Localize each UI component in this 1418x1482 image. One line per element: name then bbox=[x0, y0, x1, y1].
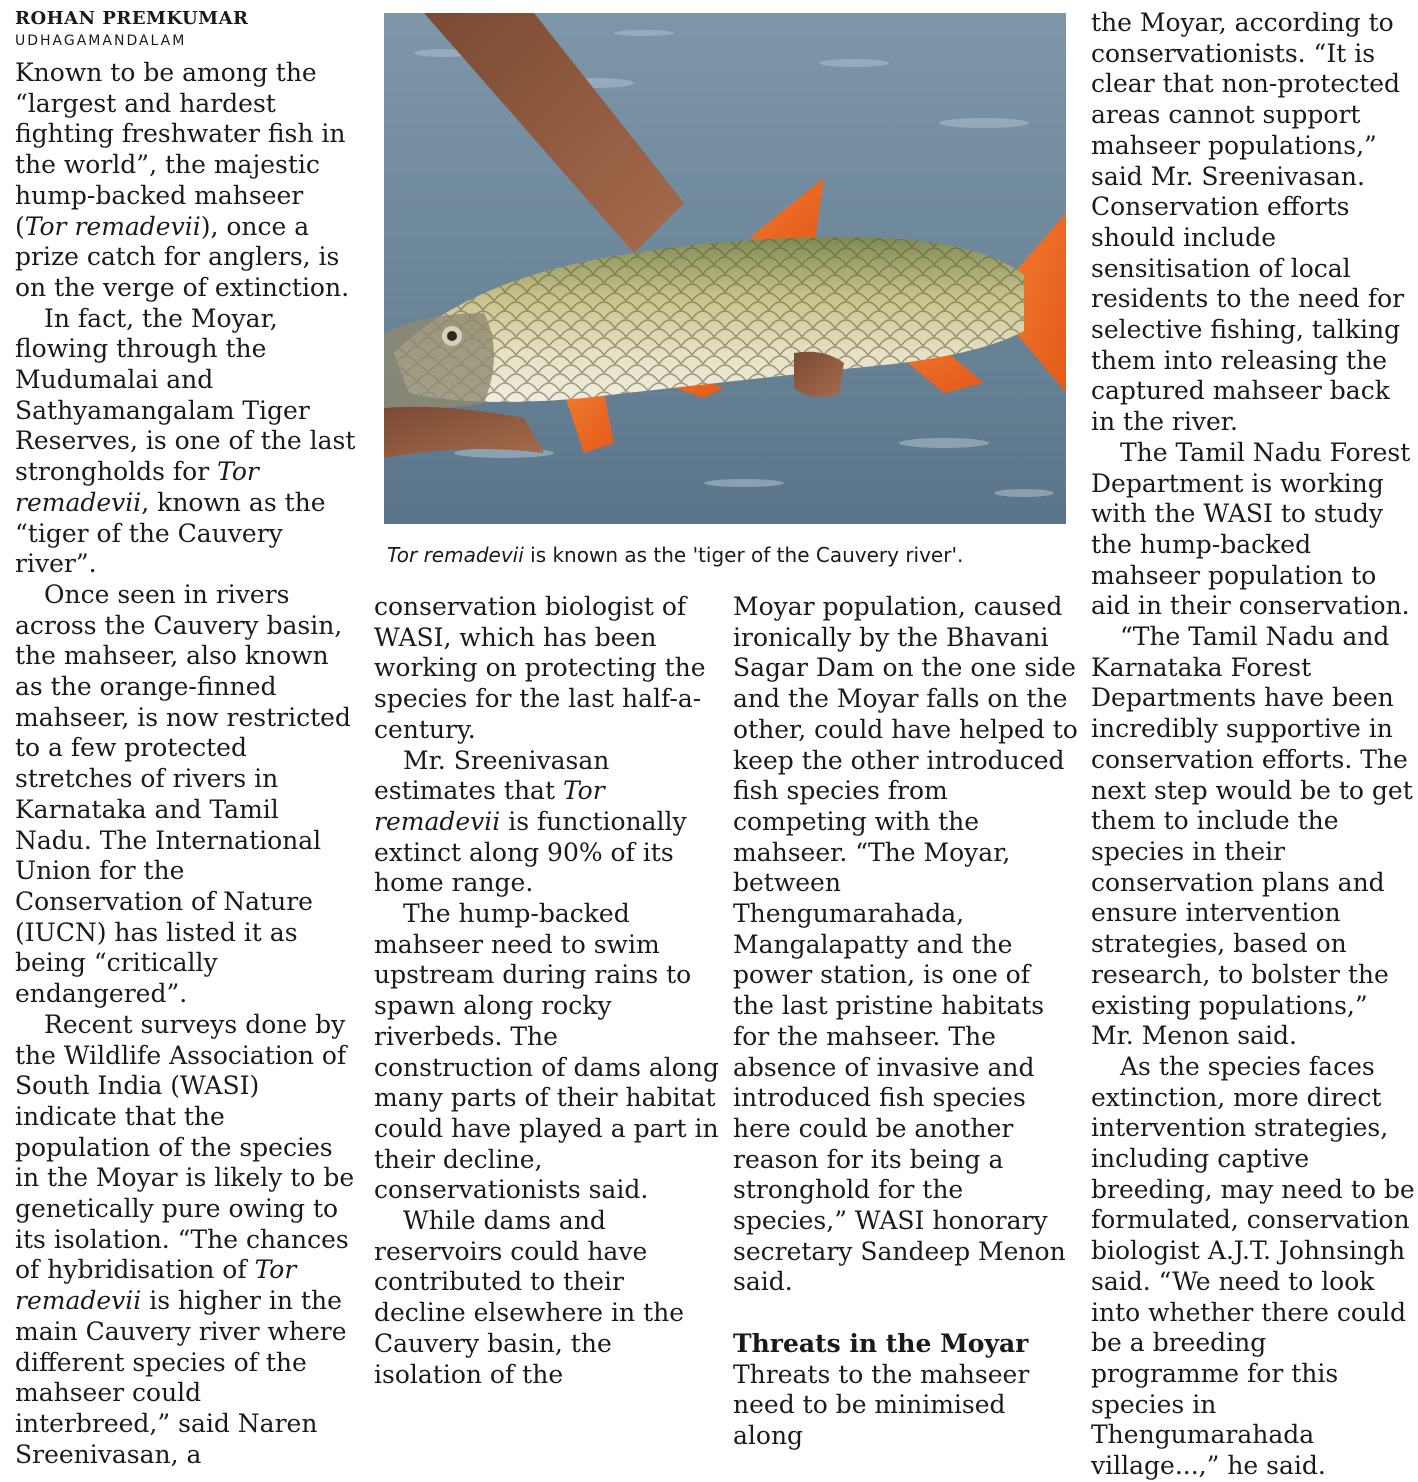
text-run: Threats to the mahseer need to be minimised along bbox=[733, 1359, 1030, 1450]
text-run: Recent surveys done by the Wildlife Association of South India (WASI) indicate that the population of the species in the Moyar is likely to be genetically pure owing to its isolation. “The chances of hybridisation of bbox=[15, 1009, 355, 1285]
subhead: Threats in the Moyar bbox=[733, 1328, 1029, 1358]
paragraph bbox=[733, 592, 1078, 1298]
caption-species: Tor remadevii bbox=[387, 543, 524, 567]
text-run: “The Tamil Nadu and Karnataka Forest Departments have been incredibly supportive in conservation efforts. The next step would be to get them to include the species in their conservation plans and ensure intervention strategies, based on research, to bolster the existing populations,” Mr. Menon said. bbox=[1091, 622, 1413, 1051]
text-run: conservation biologist of WASI, which has been working on protecting the species for the last half-a-century. bbox=[374, 592, 706, 744]
text-run: is higher in the main Cauvery river where different species of the mahseer could interbreed,” said Naren Sreenivasan, a bbox=[15, 1286, 347, 1469]
column-1-body bbox=[15, 58, 360, 1470]
paragraph bbox=[374, 592, 719, 746]
byline: ROHAN PREMKUMAR bbox=[15, 8, 249, 29]
column-2-body bbox=[374, 592, 719, 1390]
caption-text: is known as the 'tiger of the Cauvery river'. bbox=[523, 543, 964, 567]
text-run: Mr. Sreenivasan estimates that bbox=[374, 745, 610, 806]
text-run: Once seen in rivers across the Cauvery basin, the mahseer, also known as the orange-finned mahseer, is now restricted to a few protected stretches of rivers in Karnataka and Tamil Nadu. The International Union for the Conservation of Nature (IUCN) has listed it as being “critically endangered”. bbox=[15, 579, 351, 1009]
paragraph bbox=[15, 58, 360, 304]
text-run: The hump-backed mahseer need to swim upstream during rains to spawn along rocky riverbeds. The construction of dams along many parts of their habitat could have played a part in their decline, conservationists said. bbox=[374, 899, 719, 1205]
species-name: Tor remadevii bbox=[15, 1255, 297, 1316]
paragraph bbox=[15, 580, 360, 1010]
column-2 bbox=[374, 592, 719, 1390]
text-run: , known as the “tiger of the Cauvery river”. bbox=[15, 487, 326, 579]
column-3-body-after-subhead bbox=[733, 1360, 1078, 1452]
text-run: Moyar population, caused ironically by the Bhavani Sagar Dam on the one side and the Moyar falls on the other, could have helped to keep the other introduced fish species from competing with the mahseer. “The Moyar, between Thengumarahada, Mangalapatty and the power station, is one of the last pristine habitats for the mahseer. The absence of invasive and introduced fish species here could be another reason for its being a stronghold for the species,” WASI honorary secretary Sandeep Menon said. bbox=[733, 592, 1078, 1297]
paragraph bbox=[15, 1010, 360, 1471]
column-4-body bbox=[1091, 8, 1418, 1482]
paragraph bbox=[1091, 1052, 1418, 1482]
species-name: Tor remadevii bbox=[15, 457, 259, 517]
photo-caption bbox=[387, 541, 1067, 569]
dateline: UDHAGAMANDALAM bbox=[15, 33, 187, 49]
text-run: The Tamil Nadu Forest Department is working with the WASI to study the hump-backed mahseer population to aid in their conservation. bbox=[1091, 437, 1411, 621]
paragraph bbox=[374, 1206, 719, 1390]
text-run: ), once a prize catch for anglers, is on the verge of extinction. bbox=[15, 211, 350, 302]
species-name: Tor remadevii bbox=[24, 211, 201, 241]
paragraph bbox=[1091, 438, 1418, 622]
paragraph bbox=[1091, 8, 1418, 438]
species-name: Tor remadevii bbox=[374, 776, 605, 836]
text-run: In fact, the Moyar, flowing through the Mudumalai and Sathyamangalam Tiger Reserves, is one of the last strongholds for bbox=[15, 303, 356, 487]
column-1 bbox=[15, 8, 360, 1470]
column-4 bbox=[1091, 8, 1418, 1482]
text-run: While dams and reservoirs could have contributed to their decline elsewhere in the Cauvery basin, the isolation of the bbox=[374, 1206, 685, 1389]
text-run: Known to be among the “largest and hardest fighting freshwater fish in the world”, the majestic hump-backed mahseer ( bbox=[15, 58, 346, 241]
text-run: As the species faces extinction, more direct intervention strategies, including captive breeding, may need to be formulated, conservation biologist A.J.T. Johnsingh said. “We need to look into whether there could be a breeding programme for this species in Thengumarahada village...,” he said. bbox=[1091, 1051, 1415, 1481]
paragraph bbox=[374, 746, 719, 900]
paragraph bbox=[733, 1360, 1078, 1452]
paragraph bbox=[1091, 622, 1418, 1052]
paragraph bbox=[374, 899, 719, 1206]
fish-image bbox=[384, 13, 1066, 524]
column-3-body bbox=[733, 592, 1078, 1298]
paragraph bbox=[15, 304, 360, 580]
text-run: is functionally extinct along 90% of its home range. bbox=[374, 806, 687, 898]
mahseer-photo bbox=[384, 13, 1066, 524]
column-3 bbox=[733, 592, 1078, 1452]
text-run: the Moyar, according to conservationists. “It is clear that non-protected areas cannot support mahseer populations,” said Mr. Sreenivasan. Conservation efforts should include sensitisation of local residents to the need for selective fishing, talking them into releasing the captured mahseer back in the river. bbox=[1091, 8, 1405, 437]
